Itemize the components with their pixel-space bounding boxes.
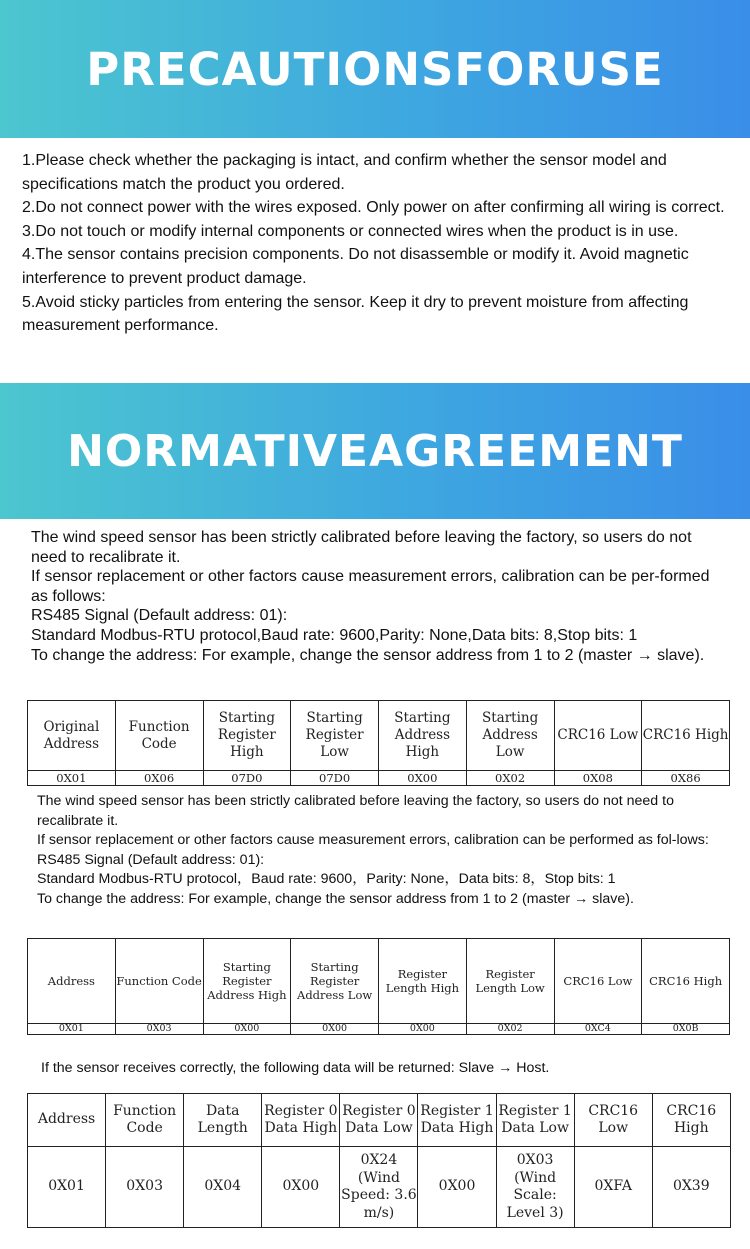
table-header-cell: CRC16 Low bbox=[554, 701, 642, 771]
table-row bbox=[28, 771, 730, 786]
table-header-cell: Starting Register Low bbox=[291, 701, 379, 771]
table-header-cell: CRC16 Low bbox=[554, 939, 642, 1024]
precaution-item: 5.Avoid sticky particles from entering the sensor. Keep it dry to prevent moisture from affecting measurement performance. bbox=[22, 293, 689, 335]
table-header-cell: Starting Address High bbox=[379, 701, 467, 771]
normative-paragraph: If sensor replacement or other factors cause measurement errors, calibration can be performed as fol-lows: bbox=[37, 832, 709, 849]
normative-paragraph: If sensor replacement or other factors cause measurement errors, calibration can be per-formed as follows: bbox=[31, 568, 710, 605]
normative-paragraph: RS485 Signal (Default address: 01): bbox=[37, 851, 265, 868]
table-header-cell: Register 0 Data High bbox=[262, 1094, 340, 1147]
table-header-row bbox=[28, 1094, 731, 1147]
normative-paragraph: The wind speed sensor has been strictly calibrated before leaving the factory, so users do not need to recalibrate it. bbox=[37, 793, 674, 829]
precaution-item: 3.Do not touch or modify internal components or connected wires when the product is in use. bbox=[22, 222, 679, 240]
normative-paragraph: The wind speed sensor has been strictly calibrated before leaving the factory, so users do not need to recalibrate it. bbox=[31, 529, 692, 566]
table-cell: 0XC4 bbox=[554, 1024, 642, 1035]
table-header-cell: Starting Register Address Low bbox=[291, 939, 379, 1024]
table-header-row bbox=[28, 939, 730, 1024]
table-cell: 0X01 bbox=[28, 771, 116, 786]
table-header-cell: Starting Address Low bbox=[466, 701, 554, 771]
normative-paragraph: To change the address: For example, change the sensor address from 1 to 2 (master → slave). bbox=[37, 890, 634, 907]
table-header-cell: Original Address bbox=[28, 701, 116, 771]
normative-paragraph: Standard Modbus-RTU protocol,Baud rate: 9600,Parity: None,Data bits: 8,Stop bits: 1 bbox=[31, 626, 638, 644]
table-header-cell: Function Code bbox=[106, 1094, 184, 1147]
table-header-cell: CRC16 High bbox=[642, 701, 730, 771]
table-header-cell: CRC16 High bbox=[642, 939, 730, 1024]
table-header-cell: Starting Register High bbox=[203, 701, 291, 771]
read-request-table bbox=[27, 938, 730, 1035]
precaution-item: 2.Do not connect power with the wires exposed. Only power on after confirming all wiring is correct. bbox=[22, 199, 725, 217]
table-cell: 0X24 (Wind Speed: 3.6 m/s) bbox=[340, 1147, 418, 1228]
table-header-cell: Register 0 Data Low bbox=[340, 1094, 418, 1147]
return-note: If the sensor receives correctly, the following data will be returned: Slave → Host. bbox=[41, 1060, 550, 1076]
table-cell: 0X02 bbox=[466, 771, 554, 786]
table-header-cell: CRC16 High bbox=[652, 1094, 730, 1147]
table-header-cell: Register Length Low bbox=[466, 939, 554, 1024]
table-header-cell: Address bbox=[28, 1094, 106, 1147]
table-cell: 0X0B bbox=[642, 1024, 730, 1035]
table-header-cell: Register 1 Data Low bbox=[496, 1094, 574, 1147]
precautions-list bbox=[22, 149, 734, 338]
normative-banner bbox=[0, 383, 750, 519]
normative-paragraph: To change the address: For example, change the sensor address from 1 to 2 (master → slave). bbox=[31, 646, 705, 664]
normative-details bbox=[37, 792, 727, 910]
table-cell: 0X03 (Wind Scale: Level 3) bbox=[496, 1147, 574, 1228]
table-cell: 0X00 bbox=[291, 1024, 379, 1035]
table-cell: 0X86 bbox=[642, 771, 730, 786]
change-address-table bbox=[27, 700, 730, 786]
table-header-row bbox=[28, 701, 730, 771]
table-cell: 0X00 bbox=[379, 1024, 467, 1035]
table-row bbox=[28, 1147, 731, 1228]
table-header-cell: Address bbox=[28, 939, 116, 1024]
table-header-cell: Function Code bbox=[115, 701, 203, 771]
table-header-cell: CRC16 Low bbox=[574, 1094, 652, 1147]
table-cell: 0X08 bbox=[554, 771, 642, 786]
table-cell: 0X03 bbox=[106, 1147, 184, 1228]
normative-title: NORMATIVEAGREEMENT bbox=[67, 425, 683, 477]
table-cell: 0X39 bbox=[652, 1147, 730, 1228]
normative-intro bbox=[31, 528, 721, 665]
precaution-item: 4.The sensor contains precision components. Do not disassemble or modify it. Avoid magnetic interference to prevent product damage. bbox=[22, 246, 689, 287]
table-cell: 0X04 bbox=[184, 1147, 262, 1228]
table-header-cell: Data Length bbox=[184, 1094, 262, 1147]
response-table bbox=[27, 1093, 731, 1228]
table-cell: 0X00 bbox=[418, 1147, 496, 1228]
table-cell: 0XFA bbox=[574, 1147, 652, 1228]
normative-paragraph: Standard Modbus-RTU protocol，Baud rate: 9600，Parity: None，Data bits: 8，Stop bits: 1 bbox=[37, 871, 616, 888]
precautions-banner bbox=[0, 0, 750, 138]
table-header-cell: Register Length High bbox=[379, 939, 467, 1024]
table-cell: 0X01 bbox=[28, 1147, 106, 1228]
table-header-cell: Function Code bbox=[115, 939, 203, 1024]
table-cell: 0X06 bbox=[115, 771, 203, 786]
table-cell: 07D0 bbox=[291, 771, 379, 786]
table-cell: 0X00 bbox=[203, 1024, 291, 1035]
table-cell: 0X03 bbox=[115, 1024, 203, 1035]
table-cell: 0X00 bbox=[262, 1147, 340, 1228]
table-header-cell: Register 1 Data High bbox=[418, 1094, 496, 1147]
table-cell: 07D0 bbox=[203, 771, 291, 786]
table-cell: 0X02 bbox=[466, 1024, 554, 1035]
table-cell: 0X01 bbox=[28, 1024, 116, 1035]
precaution-item: 1.Please check whether the packaging is intact, and confirm whether the sensor model and specifications match the product you ordered. bbox=[22, 152, 667, 193]
precautions-title: PRECAUTIONSFORUSE bbox=[86, 42, 664, 96]
table-header-cell: Starting Register Address High bbox=[203, 939, 291, 1024]
table-row bbox=[28, 1024, 730, 1035]
normative-paragraph: RS485 Signal (Default address: 01): bbox=[31, 607, 288, 625]
table-cell: 0X00 bbox=[379, 771, 467, 786]
